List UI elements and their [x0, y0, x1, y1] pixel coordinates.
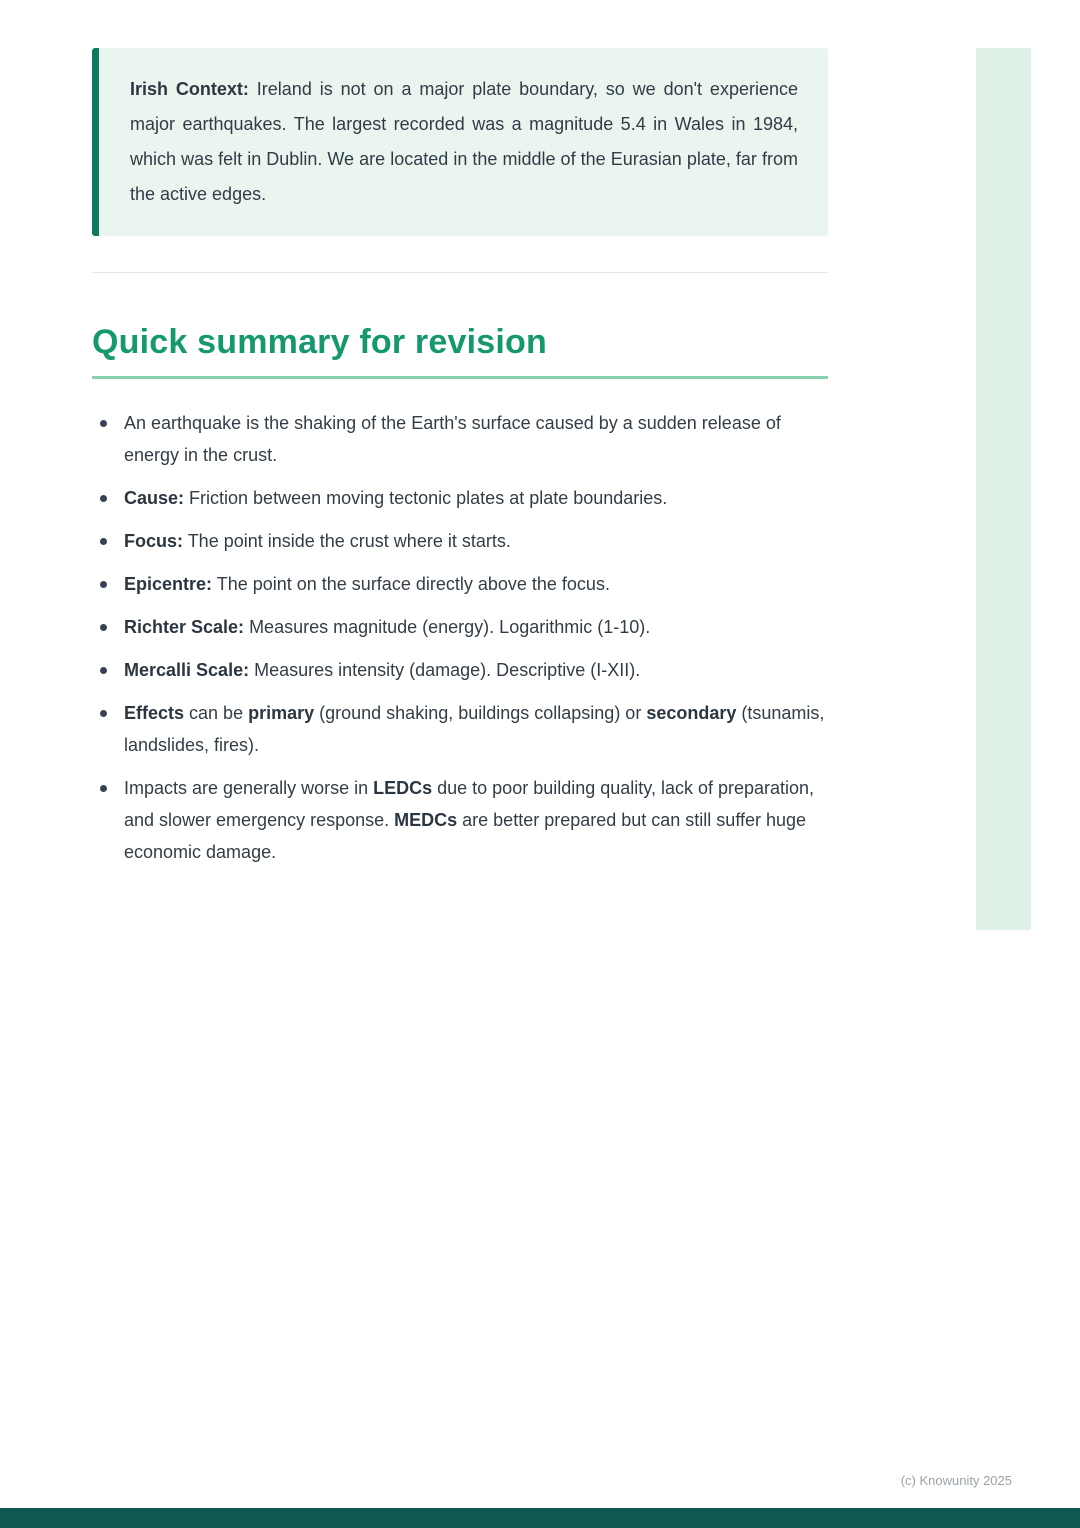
list-item-text — [124, 697, 828, 761]
callout-label: Irish Context: — [130, 79, 249, 99]
list-item-text — [124, 525, 828, 557]
side-accent-bar — [976, 48, 1031, 930]
list-item — [92, 611, 828, 643]
list-item-text — [124, 611, 828, 643]
list-item-term: primary — [248, 703, 315, 723]
list-item-segment: due to poor building quality, lack of preparation, and slower emergency response. — [124, 778, 815, 830]
bullet-marker — [100, 420, 107, 427]
list-item-segment: The point inside the crust where it starts. — [183, 531, 511, 551]
list-item-term: secondary — [646, 703, 737, 723]
list-item-text — [124, 654, 828, 686]
bullet-marker — [100, 710, 107, 717]
list-item-term: LEDCs — [373, 778, 433, 798]
list-item-term: Effects — [124, 703, 185, 723]
list-item-term: Cause: — [124, 488, 185, 508]
list-item-text — [124, 772, 828, 868]
page-content — [92, 48, 828, 879]
callout-text: Ireland is not on a major plate boundary, so we don't experience major earthquakes. The largest recorded was a magnitude 5.4 in Wales in 1984, which was felt in Dublin. We are located in the middle of the Eurasian plate, far from the active edges. — [130, 79, 798, 204]
section-heading: Quick summary for revision — [92, 323, 828, 379]
list-item-term: Epicentre: — [124, 574, 213, 594]
list-item-segment: The point on the surface directly above the focus. — [212, 574, 610, 594]
bullet-marker — [100, 495, 107, 502]
irish-context-callout — [92, 48, 828, 236]
bullet-marker — [100, 581, 107, 588]
bullet-marker — [100, 624, 107, 631]
copyright-text: (c) Knowunity 2025 — [900, 1473, 1012, 1488]
list-item — [92, 407, 828, 471]
section-divider — [92, 272, 828, 273]
list-item-term: Focus: — [124, 531, 184, 551]
list-item-text — [124, 568, 828, 600]
footer-bar — [0, 1508, 1080, 1528]
list-item — [92, 772, 828, 868]
list-item-segment: can be — [184, 703, 249, 723]
list-item — [92, 482, 828, 514]
bullet-marker — [100, 785, 107, 792]
list-item-segment: are better prepared but can still suffer huge economic damage. — [124, 810, 807, 862]
list-item-text — [124, 482, 828, 514]
list-item-term: Richter Scale: — [124, 617, 245, 637]
list-item-term: MEDCs — [394, 810, 458, 830]
list-item-segment: Friction between moving tectonic plates at plate boundaries. — [184, 488, 668, 508]
bullet-marker — [100, 667, 107, 674]
list-item-term: Mercalli Scale: — [124, 660, 250, 680]
list-item-segment: (ground shaking, buildings collapsing) or — [314, 703, 647, 723]
list-item-segment: An earthquake is the shaking of the Earth's surface caused by a sudden release of energy in the crust. — [124, 413, 781, 465]
list-item-segment: Impacts are generally worse in — [124, 778, 374, 798]
bullet-marker — [100, 538, 107, 545]
list-item — [92, 697, 828, 761]
list-item — [92, 654, 828, 686]
list-item-segment: Measures intensity (damage). Descriptive (I-XII). — [249, 660, 641, 680]
list-item-segment: Measures magnitude (energy). Logarithmic (1-10). — [244, 617, 651, 637]
list-item-text — [124, 407, 828, 471]
list-item-segment: (tsunamis, landslides, fires). — [124, 703, 825, 755]
summary-list — [92, 407, 828, 868]
list-item — [92, 525, 828, 557]
list-item — [92, 568, 828, 600]
